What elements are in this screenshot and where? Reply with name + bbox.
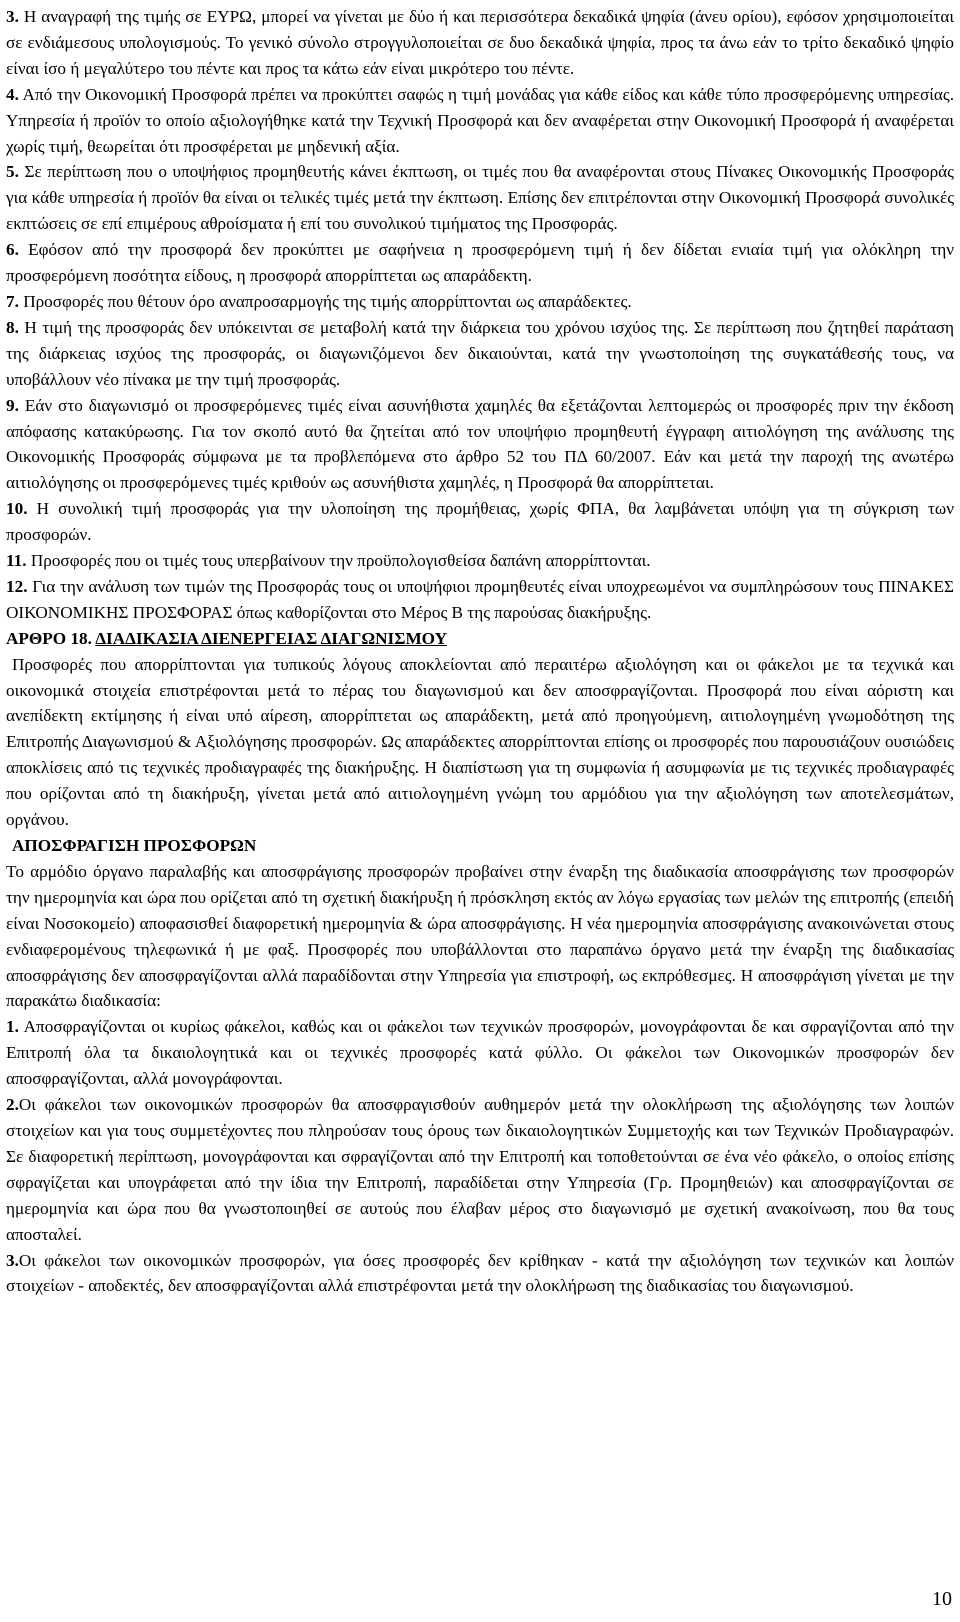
list-item-7	[6, 289, 954, 315]
list-item-9	[6, 393, 954, 497]
item-text: Για την ανάλυση των τιμών της Προσφοράς τους οι υποψήφιοι προμηθευτές είναι υποχρεωμένοι να συμπληρώσουν τους ΠΙΝΑΚΕΣ ΟΙΚΟΝΟΜΙΚΗΣ ΠΡΟΣΦΟΡΑΣ όπως καθορίζονται στο Μέρος Β της παρούσας διακήρυξης.	[6, 576, 954, 622]
step-text: Αποσφραγίζονται οι κυρίως φάκελοι, καθώς και οι φάκελοι των τεχνικών προσφορών, μονογράφονται δε και σφραγίζονται από την Επιτροπή όλα τα δικαιολογητικά και οι τεχνικές προσφορές κατά φύλλο. Οι φάκελοι των Οικονομικών προσφορών δεν αποσφραγίζονται, αλλά μονογράφονται.	[6, 1017, 954, 1089]
item-text: Η τιμή της προσφοράς δεν υπόκεινται σε μεταβολή κατά την διάρκεια του χρόνου ισχύος της. Σε περίπτωση που ζητηθεί παράταση της διάρκειας ισχύος της προσφοράς, οι διαγωνιζόμενοι δεν δικαιούνται, κατά την γνωστοποίηση της συγκατάθεσής τους, να υποβάλλουν νέο πίνακα με την τιμή προσφοράς.	[6, 317, 954, 389]
item-text: Προσφορές που οι τιμές τους υπερβαίνουν την προϋπολογισθείσα δαπάνη απορρίπτονται.	[26, 551, 651, 571]
item-number: 12.	[6, 576, 28, 596]
document-page	[6, 4, 954, 1299]
item-text: Σε περίπτωση που ο υποψήφιος προμηθευτής κάνει έκπτωση, οι τιμές που θα αναφέρονται στους Πίνακες Οικονομικής Προσφοράς για κάθε υπηρεσία ή προϊόν θα είναι οι τελικές τιμές μετά την έκπτωση. Επίσης δεν επιτρέπονται στην Οικονομική Προσφορά συνολικές εκπτώσεις σε επί επιμέρους αθροίσματα ή επί του συνολικού τιμήματος της Προσφοράς.	[6, 162, 954, 234]
item-number: 7.	[6, 291, 19, 311]
item-text: Η συνολική τιμή προσφοράς για την υλοποίηση της προμήθειας, χωρίς ΦΠΑ, θα λαμβάνεται υπόψη για τη σύγκριση των προσφορών.	[6, 499, 954, 545]
item-number: 4.	[6, 84, 19, 104]
list-item-4	[6, 82, 954, 160]
list-item-8	[6, 315, 954, 393]
item-number: 10.	[6, 499, 28, 519]
list-item-6	[6, 237, 954, 289]
item-number: 3.	[6, 7, 19, 26]
list-item-11	[6, 548, 954, 574]
article-title: ΔΙΑΔΙΚΑΣΙΑ ΔΙΕΝΕΡΓΕΙΑΣ ΔΙΑΓΩΝΙΣΜΟΥ	[95, 628, 448, 648]
step-item-3	[6, 1248, 954, 1300]
article-paragraph: Προσφορές που απορρίπτονται για τυπικούς λόγους αποκλείονται από περαιτέρω αξιολόγηση και οι φάκελοι με τα τεχνικά και οικονομικά στοιχεία επιστρέφονται μετά το πέρας του διαγωνισμού και δεν αποσφραγίζονται. Προσφορά που είναι αόριστη και ανεπίδεκτη εκτίμησης ή είναι υπό αίρεση, απορρίπτεται ως απαράδεκτη, μετά από προηγούμενη, αιτιολογημένη γνωμοδότηση της Επιτροπής Διαγωνισμού & Αξιολόγησης προσφορών. Ως απαράδεκτες απορρίπτονται επίσης οι προσφορές που παρουσιάζουν ουσιώδεις αποκλίσεις από τις τεχνικές προδιαγραφές της διακήρυξης. Η διαπίστωση για τη συμφωνία ή ασυμφωνία με τις τεχνικές προδιαγραφές που ορίζονται από τη διακήρυξη, γίνεται μετά από αιτιολογημένη γνώμη του αρμόδιου για την αξιολόγηση των αποτελεσμάτων, οργάνου.	[6, 654, 954, 830]
step-number: 1.	[6, 1017, 19, 1037]
list-item-5	[6, 159, 954, 237]
item-text: Από την Οικονομική Προσφορά πρέπει να προκύπτει σαφώς η τιμή μονάδας για κάθε είδος και κάθε τύπο προσφερόμενης υπηρεσίας. Υπηρεσία ή προϊόν το οποίο αξιολογήθηκε κατά την Τεχνική Προσφορά και δεν αναφέρεται στην Οικονομική Προσφορά ή αναφέρεται χωρίς τιμή, θεωρείται ότι προσφέρεται με μηδενική αξία.	[6, 84, 954, 156]
step-item-2	[6, 1092, 954, 1247]
list-item-12	[6, 574, 954, 626]
item-text: Η αναγραφή της τιμής σε ΕΥΡΩ, μπορεί να γίνεται με δύο ή και περισσότερα δεκαδικά ψηφία (άνευ ορίου), εφόσον χρησιμοποιείται σε ενδιάμεσους υπολογισμούς. Το γενικό σύνολο στρογγυλοποιείται σε δυο δεκαδικά ψηφία, προς τα άνω εάν το τρίτο δεκαδικό ψηφίο είναι ίσο ή μεγαλύτερο του πέντε και προς τα κάτω εάν είναι μικρότερο του πέντε.	[6, 7, 954, 78]
step-number: 2.	[6, 1095, 19, 1115]
item-number: 8.	[6, 317, 19, 337]
item-number: 9.	[6, 395, 19, 415]
step-text: Οι φάκελοι των οικονομικών προσφορών θα αποσφραγισθούν αυθημερόν μετά την ολοκλήρωση της αξιολόγησης των λοιπών στοιχείων και για τους συμμετέχοντες που πληρούσαν τους όρους των δικαιολογητικών Συμμετοχής και των Τεχνικών Προδιαγραφών. Σε διαφορετική περίπτωση, μονογράφονται και σφραγίζονται από την Επιτροπή και τοποθετούνται σε ένα νέο φάκελο, ο οποίος επίσης σφραγίζεται και υπογράφεται από την ίδια την Επιτροπή, παραδίδεται στην Υπηρεσία (Γρ. Προμηθειών) και αποσφραγίζονται σε ημερομηνία και ώρα που θα γνωστοποιηθεί σε αυτούς που έλαβαν μέρος στο διαγωνισμό με σχετική ανακοίνωση, που θα τους αποσταλεί.	[6, 1095, 954, 1244]
item-number: 5.	[6, 162, 19, 182]
item-number: 6.	[6, 240, 19, 260]
step-item-1	[6, 1014, 954, 1092]
list-item-3	[6, 4, 954, 82]
step-text: Οι φάκελοι των οικονομικών προσφορών, για όσες προσφορές δεν κρίθηκαν - κατά την αξιολόγηση των τεχνικών και λοιπών στοιχείων - αποδεκτές, δεν αποσφραγίζονται αλλά επιστρέφονται μετά την ολοκλήρωση της διαδικασίας του διαγωνισμού.	[6, 1250, 954, 1296]
item-text: Εάν στο διαγωνισμό οι προσφερόμενες τιμές είναι ασυνήθιστα χαμηλές θα εξετάζονται λεπτομερώς οι προσφορές πριν την έκδοση απόφασης κατακύρωσης. Για τον σκοπό αυτό θα ζητείται από τον υποψήφιο προμηθευτή έγγραφη αιτιολόγηση της ανάλυσης της Οικονομικής Προσφοράς σύμφωνα με τα προβλεπόμενα στο άρθρο 52 του ΠΔ 60/2007. Εάν και μετά την παροχή της ανωτέρω αιτιολόγησης οι προσφερόμενες τιμές κριθούν ως ασυνήθιστα χαμηλές, η Προσφορά θα απορρίπτεται.	[6, 395, 954, 493]
step-number: 3.	[6, 1250, 19, 1270]
opening-paragraph: Το αρμόδιο όργανο παραλαβής και αποσφράγισης προσφορών προβαίνει στην έναρξη της διαδικασία αποσφράγισης των προσφορών την ημερομηνία και ώρα που ορίζεται από τη σχετική διακήρυξη ή πρόσκληση εκτός αν λόγω εργασίας των μελών της επιτροπής (επειδή είναι Νοσοκομείο) αποφασισθεί διαφορετική ημερομηνία & ώρα αποσφράγισης. Η νέα ημερομηνία αποσφράγισης ανακοινώνεται στους ενδιαφερομένους τηλεφωνικά ή με φαξ. Προσφορές που υποβάλλονται στο παραπάνω όργανο μετά την έναρξη της διαδικασίας αποσφράγισης δεν αποσφραγίζονται αλλά παραδίδονται στην Υπηρεσία για επιστροφή, ως εκπρόθεσμες. Η αποσφράγιση γίνεται με την παρακάτω διαδικασία:	[6, 861, 954, 1011]
page-number: 10	[932, 1588, 952, 1610]
item-text: Προσφορές που θέτουν όρο αναπροσαρμογής της τιμής απορρίπτονται ως απαράδεκτες.	[18, 291, 632, 311]
list-item-10	[6, 496, 954, 548]
section-heading: ΑΠΟΣΦΡΑΓΙΣΗ ΠΡΟΣΦΟΡΩΝ	[12, 836, 257, 855]
article-heading	[6, 626, 954, 652]
item-text: Εφόσον από την προσφορά δεν προκύπτει με σαφήνεια η προσφερόμενη τιμή ή δεν δίδεται ενιαία τιμή για ολόκληρη την προσφερόμενη ποσότητα είδους, η προσφορά απορρίπτεται ως απαράδεκτη.	[6, 240, 954, 286]
article-prefix: ΑΡΘΡΟ 18.	[6, 628, 96, 648]
item-number: 11.	[6, 551, 27, 571]
